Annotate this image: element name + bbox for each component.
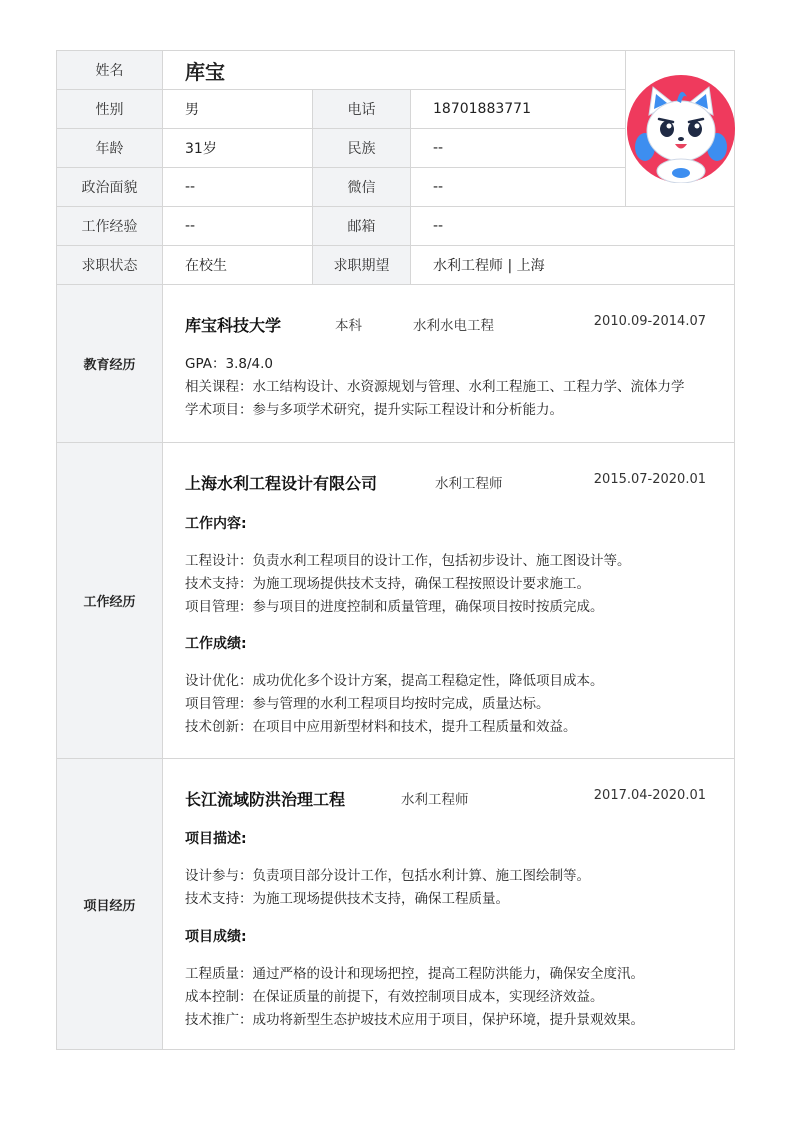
work-results-line: 项目管理：参与管理的水利工程项目均按时完成，质量达标。: [185, 696, 550, 712]
age-label: 年龄: [57, 129, 163, 168]
education-line: 相关课程：水工结构设计、水资源规划与管理、水利工程施工、工程力学、流体力学: [185, 379, 685, 395]
resume-sheet: [56, 50, 735, 1050]
work-dates: 2015.07-2020.01: [593, 472, 706, 487]
name-value: 库宝: [163, 51, 626, 90]
project-results-line: 技术推广：成功将新型生态护坡技术应用于项目，保护环境，提升景观效果。: [185, 1012, 644, 1028]
major: 水利水电工程: [413, 318, 494, 334]
basic-info-table: [57, 51, 736, 285]
work-content-line: 工程设计：负责水利工程项目的设计工作，包括初步设计、施工图设计等。: [185, 553, 631, 569]
education-line: GPA：3.8/4.0: [185, 356, 273, 372]
politics-label: 政治面貌: [57, 168, 163, 207]
ethnicity-label: 民族: [313, 129, 411, 168]
experience-label: 工作经验: [57, 207, 163, 246]
project-desc-title: 项目描述:: [185, 831, 247, 847]
project-dates: 2017.04-2020.01: [593, 788, 706, 803]
work-label: 工作经历: [57, 443, 163, 758]
education-label: 教育经历: [57, 285, 163, 442]
phone-label: 电话: [313, 90, 411, 129]
project-desc-line: 设计参与：负责项目部分设计工作，包括水利计算、施工图绘制等。: [185, 868, 590, 884]
wechat-value: --: [411, 168, 626, 207]
email-value: --: [411, 207, 734, 246]
ethnicity-value: --: [411, 129, 626, 168]
work-results-line: 设计优化：成功优化多个设计方案，提高工程稳定性，降低项目成本。: [185, 673, 604, 689]
cat-mascot-avatar-icon: [627, 75, 735, 183]
project-results-title: 项目成绩:: [185, 929, 247, 945]
work-position: 水利工程师: [435, 476, 503, 492]
education-dates: 2010.09-2014.07: [593, 314, 706, 329]
project-desc-line: 技术支持：为施工现场提供技术支持，确保工程质量。: [185, 891, 509, 907]
email-label: 邮箱: [313, 207, 411, 246]
expectation-label: 求职期望: [313, 246, 411, 285]
expectation-value: 水利工程师 | 上海: [411, 246, 734, 285]
gender-value: 男: [163, 90, 313, 129]
avatar-cell: [626, 51, 735, 207]
work-results-line: 技术创新：在项目中应用新型材料和技术，提升工程质量和效益。: [185, 719, 577, 735]
name-label: 姓名: [57, 51, 163, 90]
company-name: 上海水利工程设计有限公司: [185, 474, 378, 493]
gender-label: 性别: [57, 90, 163, 129]
age-value: 31岁: [163, 129, 313, 168]
degree: 本科: [335, 318, 362, 334]
project-results-line: 工程质量：通过严格的设计和现场把控，提高工程防洪能力，确保安全度汛。: [185, 966, 644, 982]
work-section: [57, 443, 734, 759]
work-content-line: 技术支持：为施工现场提供技术支持，确保工程按照设计要求施工。: [185, 576, 590, 592]
politics-value: --: [163, 168, 313, 207]
work-content-line: 项目管理：参与项目的进度控制和质量管理，确保项目按时按质完成。: [185, 599, 604, 615]
project-section: [57, 759, 734, 1049]
project-results-line: 成本控制：在保证质量的前提下，有效控制项目成本，实现经济效益。: [185, 989, 604, 1005]
status-label: 求职状态: [57, 246, 163, 285]
wechat-label: 微信: [313, 168, 411, 207]
education-section: [57, 285, 734, 443]
project-label: 项目经历: [57, 759, 163, 1049]
work-results-title: 工作成绩:: [185, 636, 247, 652]
project-role: 水利工程师: [401, 792, 469, 808]
school-name: 库宝科技大学: [185, 316, 282, 335]
project-name: 长江流域防洪治理工程: [185, 790, 346, 809]
status-value: 在校生: [163, 246, 313, 285]
work-content-title: 工作内容:: [185, 516, 247, 532]
education-line: 学术项目：参与多项学术研究，提升实际工程设计和分析能力。: [185, 402, 563, 418]
phone-value: 18701883771: [411, 90, 626, 129]
experience-value: --: [163, 207, 313, 246]
